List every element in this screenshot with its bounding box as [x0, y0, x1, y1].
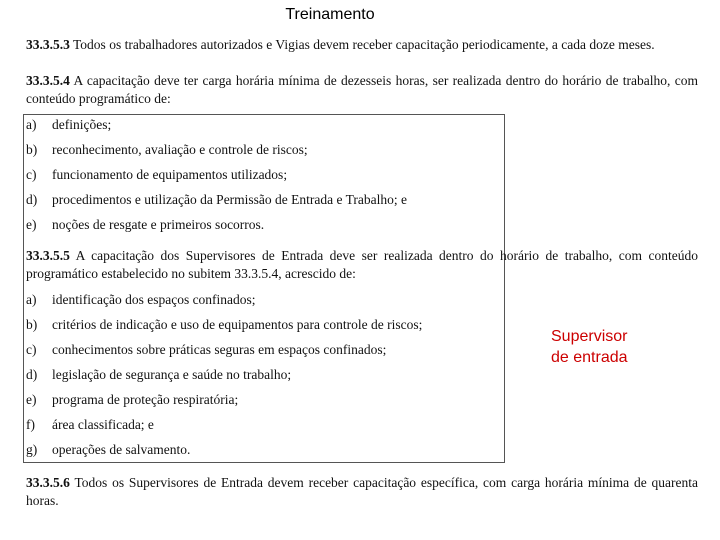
- list-item: [26, 341, 486, 359]
- list-item: [26, 166, 486, 184]
- paragraph-33-3-5-6: [26, 474, 698, 510]
- paragraph-33-3-5-3: [26, 36, 698, 54]
- list-item: [26, 416, 486, 434]
- list-letter: c): [26, 342, 37, 357]
- list-item: [26, 316, 486, 334]
- list-letter: f): [26, 417, 35, 432]
- list-text: conhecimentos sobre práticas seguras em espaços confinados;: [52, 342, 387, 357]
- list-letter: g): [26, 442, 38, 457]
- list-text: operações de salvamento.: [52, 442, 191, 457]
- list-letter: a): [26, 292, 37, 307]
- slide-title: Treinamento: [285, 6, 375, 23]
- list-letter: b): [26, 142, 38, 157]
- section-number: 33.3.5.3: [26, 37, 70, 52]
- list-text: definições;: [52, 117, 112, 132]
- list-text: procedimentos e utilização da Permissão de Entrada e Trabalho; e: [52, 192, 408, 207]
- list-letter: d): [26, 192, 38, 207]
- paragraph-33-3-5-5: [26, 247, 698, 283]
- list-text: noções de resgate e primeiros socorros.: [52, 217, 265, 232]
- list-text: programa de proteção respiratória;: [52, 392, 239, 407]
- section-number: 33.3.5.6: [26, 475, 70, 490]
- list-item: [26, 441, 486, 459]
- list-letter: a): [26, 117, 37, 132]
- section-number: 33.3.5.5: [26, 248, 70, 263]
- paragraph-text: A capacitação dos Supervisores de Entrada deve ser realizada dentro do horário de trabalho, com conteúdo programático estabelecido no subitem 33.3.5.4, acrescido de:: [26, 248, 698, 281]
- list-item: [26, 216, 486, 234]
- list-text: identificação dos espaços confinados;: [52, 292, 256, 307]
- list-text: critérios de indicação e uso de equipamentos para controle de riscos;: [52, 317, 423, 332]
- list-item: [26, 366, 486, 384]
- supervisor-annotation: [551, 326, 628, 368]
- paragraph-text: Todos os Supervisores de Entrada devem receber capacitação específica, com carga horária mínima de quarenta horas.: [26, 475, 698, 508]
- list-letter: e): [26, 392, 37, 407]
- list-letter: b): [26, 317, 38, 332]
- annotation-line: de entrada: [551, 349, 628, 366]
- section-number: 33.3.5.4: [26, 73, 70, 88]
- paragraph-text: Todos os trabalhadores autorizados e Vigias devem receber capacitação periodicamente, a cada doze meses.: [69, 37, 655, 52]
- paragraph-33-3-5-4: [26, 72, 698, 108]
- list-text: legislação de segurança e saúde no trabalho;: [52, 367, 292, 382]
- list-letter: c): [26, 167, 37, 182]
- list-letter: d): [26, 367, 38, 382]
- list-item: [26, 391, 486, 409]
- list-item: [26, 191, 486, 209]
- list-letter: e): [26, 217, 37, 232]
- annotation-line: Supervisor: [551, 328, 628, 345]
- list-text: reconhecimento, avaliação e controle de riscos;: [52, 142, 308, 157]
- list-item: [26, 116, 486, 134]
- list-text: funcionamento de equipamentos utilizados;: [52, 167, 288, 182]
- paragraph-text: A capacitação deve ter carga horária mínima de dezesseis horas, ser realizada dentro do horário de trabalho, com conteúdo programático de:: [26, 73, 698, 106]
- list-text: área classificada; e: [52, 417, 154, 432]
- list-item: [26, 291, 486, 309]
- list-item: [26, 141, 486, 159]
